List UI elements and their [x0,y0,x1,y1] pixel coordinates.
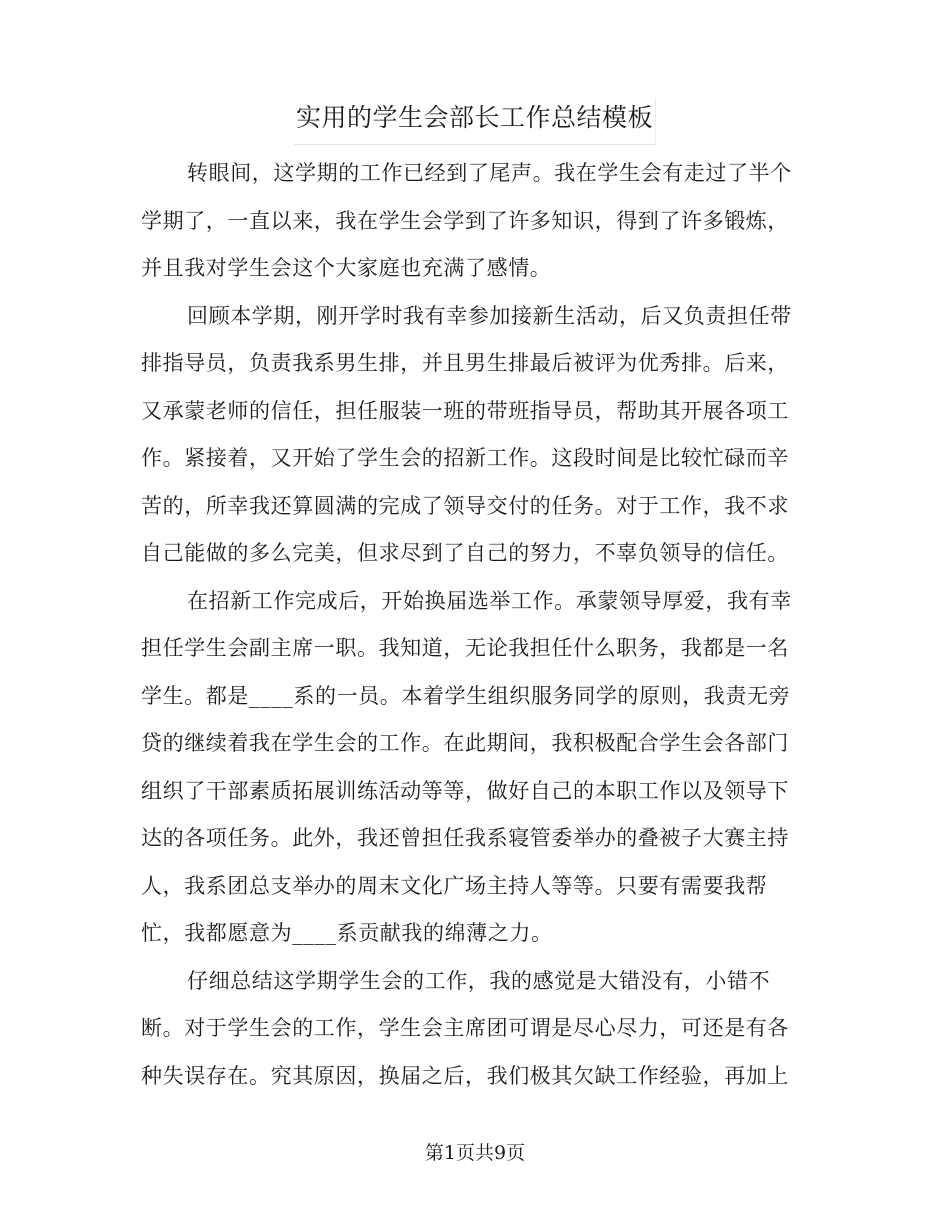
document-title: 实用的学生会部长工作总结模板 [294,98,656,145]
paragraph-2-line-4: 作。紧接着，又开始了学生会的招新工作。这段时间是比较忙碌而辛 [141,446,789,470]
document-body [141,150,801,1100]
paragraph-1-line-3: 并且我对学生会这个大家庭也充满了感情。 [141,256,552,280]
paragraph-2-line-5: 苦的，所幸我还算圆满的完成了领导交付的任务。对于工作，我不求 [141,493,789,518]
title-container [0,98,950,145]
paragraph-3-line-8: 忙，我都愿意为____系贡献我的绵薄之力。 [141,921,553,945]
paragraph-3-line-5: 组织了干部素质拓展训练活动等等，做好自己的本职工作以及领导下 [141,778,789,803]
paragraph-3-line-4: 贷的继续着我在学生会的工作。在此期间，我积极配合学生会各部门 [141,731,789,755]
paragraph-3-line-1: 在招新工作完成后，开始换届选举工作。承蒙领导厚爱，我有幸 [187,588,792,613]
paragraph-4-line-2: 断。对于学生会的工作，学生会主席团可谓是尽心尽力，可还是有各 [141,1016,789,1040]
paragraph-1-line-1: 转眼间，这学期的工作已经到了尾声。我在学生会有走过了半个 [187,161,792,185]
paragraph-4-line-1: 仔细总结这学期学生会的工作，我的感觉是大错没有，小错不 [187,968,771,993]
paragraph-2-line-2: 排指导员，负责我系男生排，并且男生排最后被评为优秀排。后来， [141,351,789,375]
paragraph-3-line-7: 人，我系团总支举办的周末文化广场主持人等等。只要有需要我帮 [141,873,768,898]
page-number-footer: 第1页共9页 [424,1142,526,1164]
paragraph-2-line-3: 又承蒙老师的信任，担任服装一班的带班指导员，帮助其开展各项工 [141,398,789,423]
paragraph-4-line-3: 种失误存在。究其原因，换届之后，我们极其欠缺工作经验，再加上 [141,1063,789,1088]
paragraph-1-line-2: 学期了，一直以来，我在学生会学到了许多知识，得到了许多锻炼， [141,208,789,233]
paragraph-3-line-3: 学生。都是____系的一员。本着学生组织服务同学的原则，我责无旁 [141,683,791,708]
paragraph-3-line-2: 担任学生会副主席一职。我知道，无论我担任什么职务，我都是一名 [141,636,789,660]
paragraph-2-line-1: 回顾本学期，刚开学时我有幸参加接新生活动，后又负责担任带 [187,303,792,328]
paragraph-2-line-6: 自己能做的多么完美，但求尽到了自己的努力，不辜负领导的信任。 [141,541,789,565]
paragraph-3-line-6: 达的各项任务。此外，我还曾担任我系寝管委举办的叠被子大赛主持 [141,826,789,850]
